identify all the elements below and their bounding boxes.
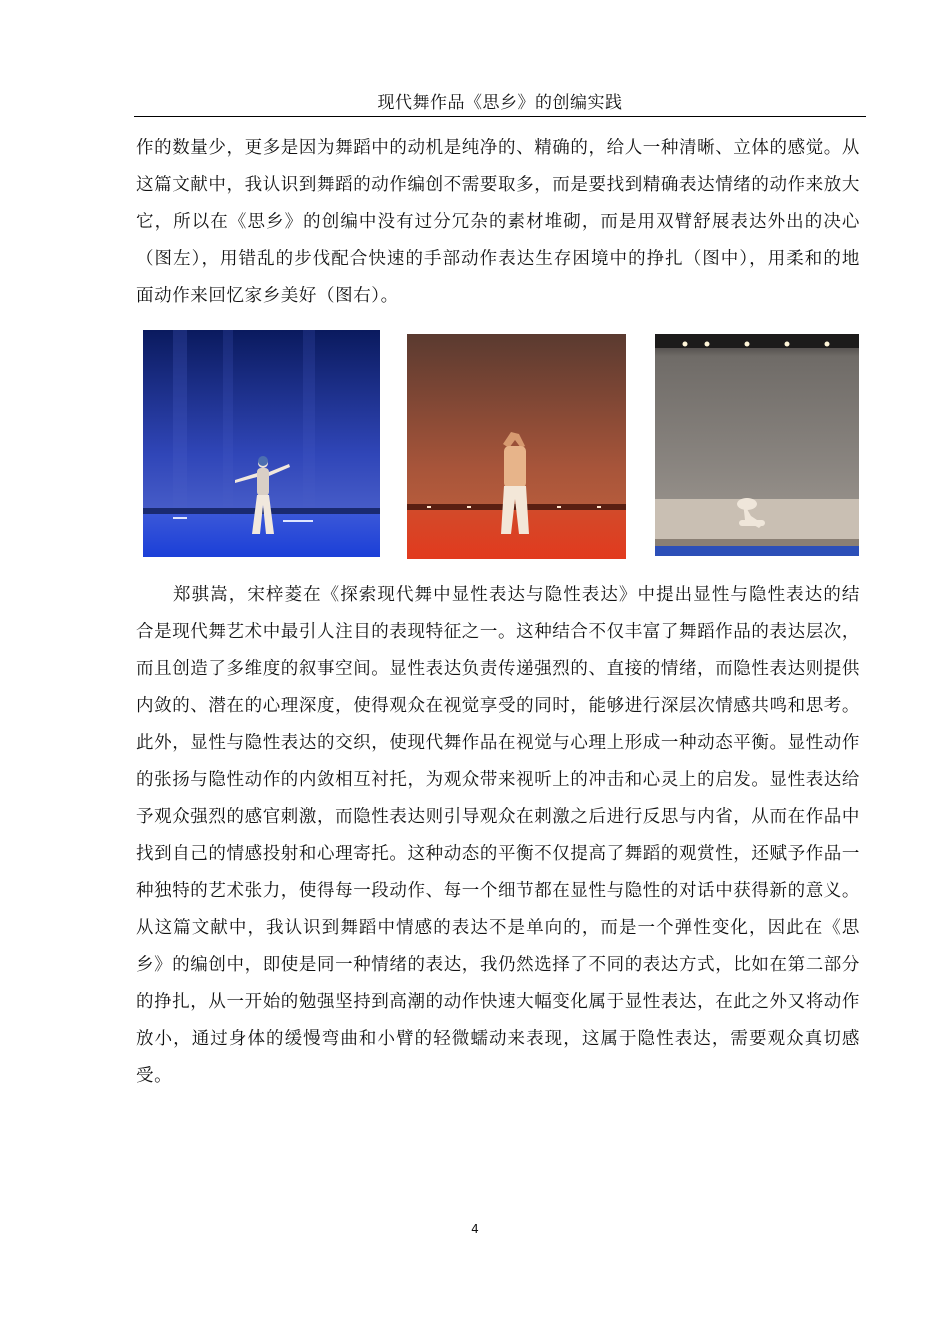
photo-right-grey-stage [655,334,859,556]
header-rule [134,116,866,117]
body-paragraph-2: 郑骐嵩，宋梓菱在《探索现代舞中显性表达与隐性表达》中提出显性与隐性表达的结合是现代舞艺术中最引人注目的表现特征之一。这种结合不仅丰富了舞蹈作品的表达层次，而且创造了多维度的叙事空间。显性表达负责传递强烈的、直接的情绪，而隐性表达则提供内敛的、潜在的心理深度，使得观众在视觉享受的同时，能够进行深层次情感共鸣和思考。此外，显性与隐性表达的交织，使现代舞作品在视觉与心理上形成一种动态平衡。显性动作的张扬与隐性动作的内敛相互衬托，为观众带来视听上的冲击和心灵上的启发。显性表达给予观众强烈的感官刺激，而隐性表达则引导观众在刺激之后进行反思与内省，从而在作品中找到自己的情感投射和心理寄托。这种动态的平衡不仅提高了舞蹈的观赏性，还赋予作品一种独特的艺术张力，使得每一段动作、每一个细节都在显性与隐性的对话中获得新的意义。从这篇文献中，我认识到舞蹈中情感的表达不是单向的，而是一个弹性变化，因此在《思乡》的编创中，即使是同一种情绪的表达，我仍然选择了不同的表达方式，比如在第二部分的挣扎，从一开始的勉强坚持到高潮的动作快速大幅变化属于显性表达，在此之外又将动作放小，通过身体的缓慢弯曲和小臂的轻微蠕动来表现，这属于隐性表达，需要观众真切感受。 [136,585,860,1086]
photo-center-red-stage [407,334,626,559]
photo-left-blue-stage [143,330,380,557]
page-number: 4 [471,1222,479,1236]
running-header-title: 现代舞作品《思乡》的创编实践 [377,93,623,113]
body-paragraph-1: 作的数量少，更多是因为舞蹈中的动机是纯净的、精确的，给人一种清晰、立体的感觉。从这篇文献中，我认识到舞蹈的动作编创不需要取多，而是要找到精确表达情绪的动作来放大它，所以在《思乡》的创编中没有过分冗杂的素材堆砌，而是用双臂舒展表达外出的决心（图左），用错乱的步伐配合快速的手部动作表达生存困境中的挣扎（图中），用柔和的地面动作来回忆家乡美好（图右）。 [136,138,860,306]
